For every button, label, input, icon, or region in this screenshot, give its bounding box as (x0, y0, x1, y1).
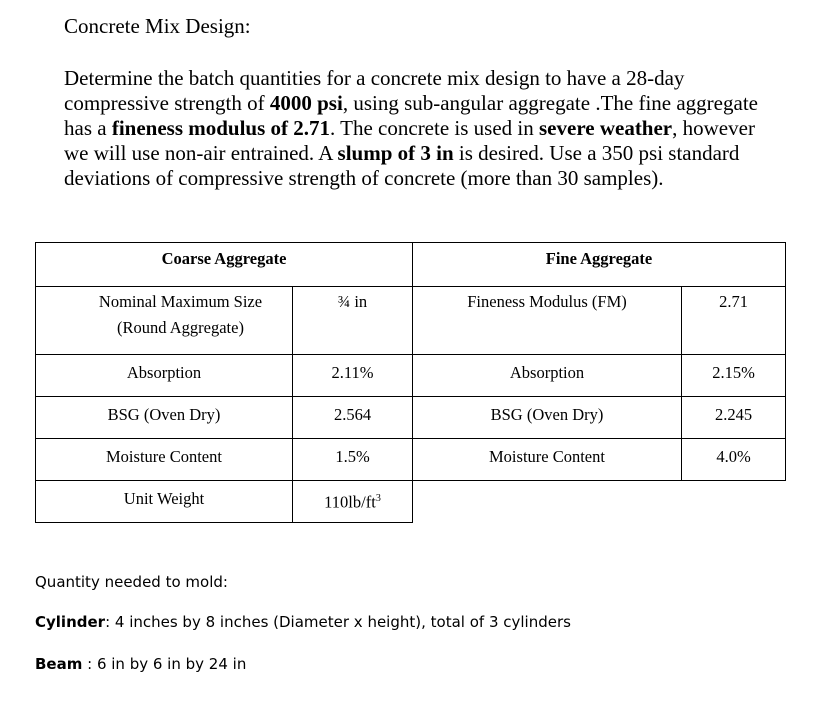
fineness-emphasis: fineness modulus of 2.71 (111, 116, 331, 140)
fine-absorption-label: Absorption (413, 355, 682, 397)
coarse-bsg-value: 2.564 (293, 397, 413, 439)
fine-absorption-value: 2.15% (682, 355, 786, 397)
coarse-moisture-label: Moisture Content (36, 439, 293, 481)
slump-emphasis: slump of 3 in (337, 141, 454, 165)
unit-weight-value: $110lb/ft^3$ (293, 481, 413, 523)
problem-statement: Determine the batch quantities for a concrete mix design to have a 28-day compressive strength of 4000 psi, using sub-angular aggregate .The fine aggregate has a fineness modulus of 2.71. The concrete is used in severe weather, however we will use non-air entrained. A slump of 3 in is desired. Use a 350 psi standard deviations of compressive strength of concrete (more than 30 samples). (64, 66, 758, 190)
fineness-modulus-label: Fineness Modulus (FM) (413, 287, 682, 355)
quantity-heading: Quantity needed to mold: (35, 573, 228, 591)
beam-line: Beam : 6 in by 6 in by 24 in (35, 655, 247, 673)
fine-bsg-value: 2.245 (682, 397, 786, 439)
coarse-moisture-value: 1.5% (293, 439, 413, 481)
coarse-absorption-value: 2.11% (293, 355, 413, 397)
unit-weight-label: Unit Weight (36, 481, 293, 523)
strength-emphasis: 4000 psi (269, 91, 343, 115)
nominal-max-size-label: Nominal Maximum Size (Round Aggregate) (36, 287, 293, 355)
cylinder-line: Cylinder: 4 inches by 8 inches (Diameter x height), total of 3 cylinders (35, 613, 571, 631)
fine-moisture-value: 4.0% (682, 439, 786, 481)
fine-bsg-label: BSG (Oven Dry) (413, 397, 682, 439)
fine-moisture-label: Moisture Content (413, 439, 682, 481)
page-title: Concrete Mix Design: (64, 14, 251, 38)
aggregate-properties-table (35, 242, 786, 523)
empty-cell (413, 481, 786, 523)
coarse-aggregate-header: Coarse Aggregate (36, 243, 413, 287)
fine-aggregate-header: Fine Aggregate (413, 243, 786, 287)
fineness-modulus-value: 2.71 (682, 287, 786, 355)
coarse-bsg-label: BSG (Oven Dry) (36, 397, 293, 439)
weather-emphasis: severe weather (539, 116, 673, 140)
coarse-absorption-label: Absorption (36, 355, 293, 397)
nominal-max-size-value: ¾ in (293, 287, 413, 355)
